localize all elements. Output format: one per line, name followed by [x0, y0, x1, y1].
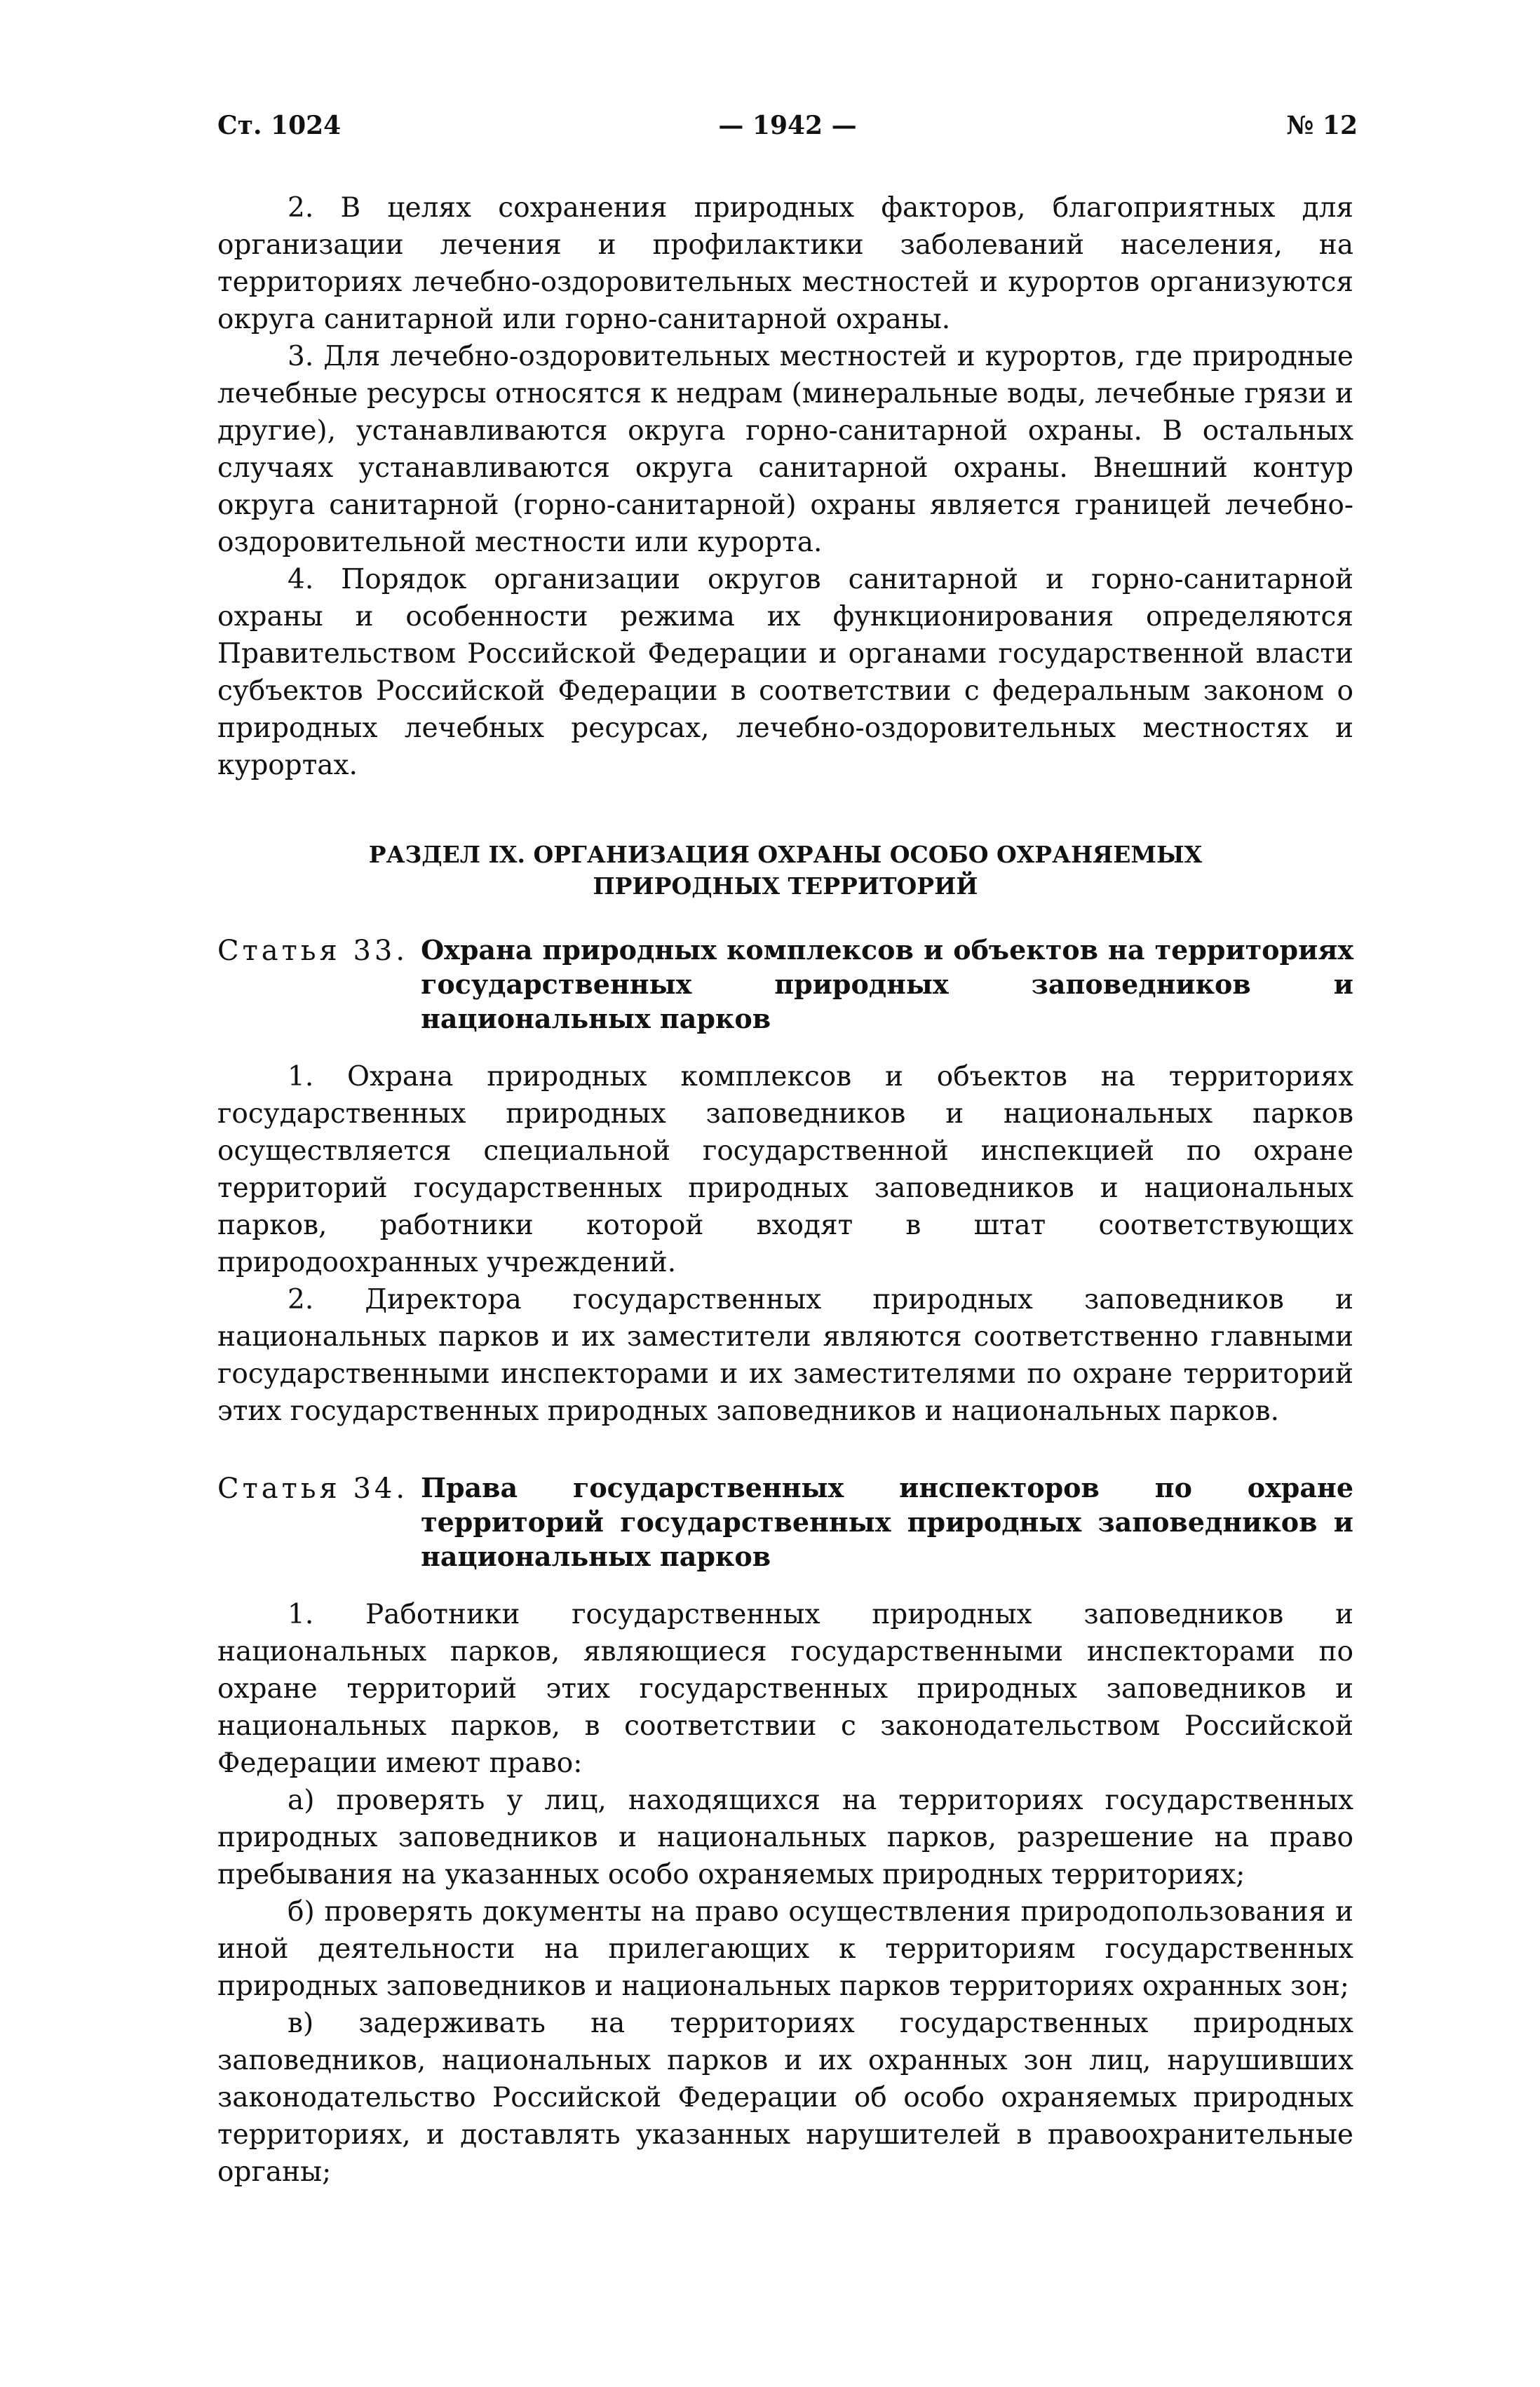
article-number: Статья 33. [217, 935, 409, 967]
section-heading-line: ПРИРОДНЫХ ТЕРРИТОРИЙ [593, 872, 978, 900]
paragraph: 2. Директора государственных природных заповедников и национальных парков и их заместители являются соответственно главными государственными инспекторами и их заместителями по охране территорий этих государственных природных заповедников и национальных парков. [217, 1284, 1353, 1427]
paragraph: в) задерживать на территориях государственных природных заповедников, национальных парков и их охранных зон лиц, нарушивших законодательство Российской Федерации об особо охраняемых природных территориях, и доставлять указанных нарушителей в правоохранительные органы; [217, 2008, 1353, 2188]
article-number: Статья 34. [217, 1473, 409, 1505]
paragraph: 1. Работники государственных природных заповедников и национальных парков, являющиеся государственными инспекторами по охране территорий этих государственных природных заповедников и национальных парков, в соответствии с законодательством Российской Федерации имеют право: [217, 1599, 1353, 1779]
paragraph: 1. Охрана природных комплексов и объектов на территориях государственных природных заповедников и национальных парков осуществляется специальной государственной инспекцией по охране территорий государственных природных заповедников и национальных парков, работники которой входят в штат соответствующих природоохранных учреждений. [217, 1061, 1353, 1278]
paragraph: 4. Порядок организации округов санитарной и горно-санитарной охраны и особенности режима их функционирования определяются Правительством Российской Федерации и органами государственной власти субъектов Российской Федерации в соответствии с федеральным законом о природных лечебных ресурсах, лечебно-оздоровительных местностях и курортах. [217, 564, 1353, 781]
paragraph: а) проверять у лиц, находящихся на территориях государственных природных заповедников и национальных парков, разрешение на право пребывания на указанных особо охраняемых природных территориях; [217, 1785, 1353, 1891]
section-heading [217, 839, 1353, 902]
article-title: Охрана природных комплексов и объектов на территориях государственных природных заповедников и национальных парков [421, 934, 1353, 1034]
section-heading-line: РАЗДЕЛ IX. ОРГАНИЗАЦИЯ ОХРАНЫ ОСОБО ОХРАНЯЕМЫХ [368, 841, 1203, 868]
article-title: Права государственных инспекторов по охране территорий государственных природных заповедников и национальных парков [421, 1472, 1353, 1572]
document-body [217, 189, 1353, 2191]
page-number: — 1942 — [718, 111, 857, 140]
page-number-ref: Ст. 1024 [217, 111, 342, 140]
paragraph: 2. В целях сохранения природных факторов, благоприятных для организации лечения и профилактики заболеваний населения, на территориях лечебно-оздоровительных местностей и курортов организуются округа санитарной или горно-санитарной охраны. [217, 192, 1353, 335]
article-34-heading [217, 1470, 1353, 1574]
page-header [217, 111, 1358, 153]
paragraph: 3. Для лечебно-оздоровительных местностей и курортов, где природные лечебные ресурсы относятся к недрам (минеральные воды, лечебные грязи и другие), устанавливаются округа горно-санитарной охраны. В остальных случаях устанавливаются округа санитарной охраны. Внешний контур округа санитарной (горно-санитарной) охраны является границей лечебно-оздоровительной местности или курорта. [217, 341, 1353, 558]
article-33-heading [217, 933, 1353, 1036]
paragraph: б) проверять документы на право осуществления природопользования и иной деятельности на прилегающих к территориям государственных природных заповедников и национальных парков территориях охранных зон; [217, 1896, 1353, 2002]
issue-number: № 12 [1286, 111, 1358, 140]
